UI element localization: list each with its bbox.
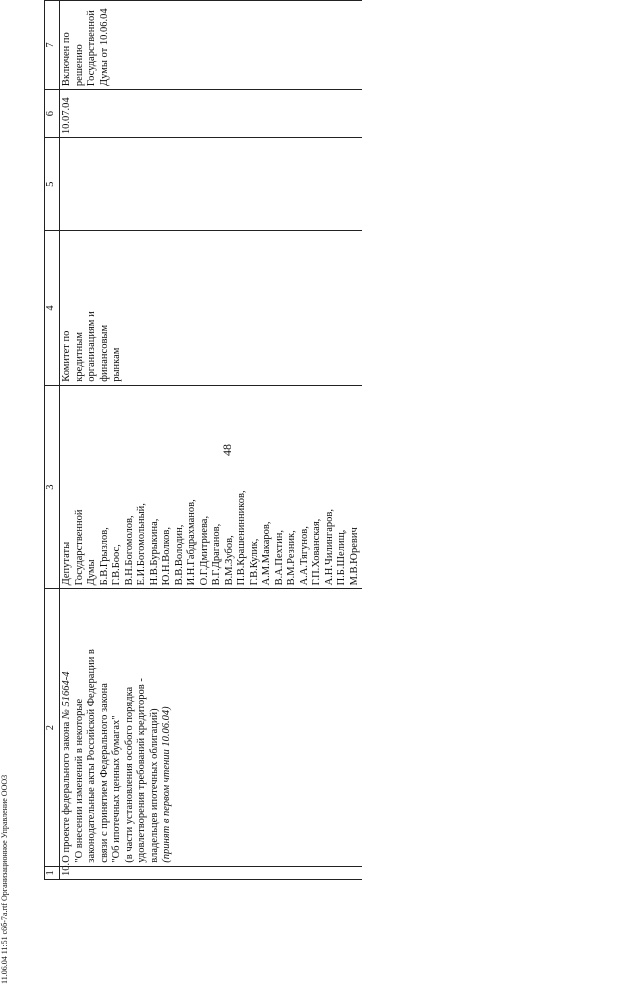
first-reading-note: (принят в первом чтении 10.06.04) — [161, 706, 172, 863]
author-line: В.М.Резник, — [286, 530, 297, 586]
bill-title-prefix: О проекте федерального закона — [61, 719, 72, 863]
author-line: О.Г.Дмитриева, — [198, 515, 210, 586]
bills-table — [44, 0, 362, 880]
column-header-7: 7 — [45, 1, 60, 90]
bill-title-line: "Об ипотечных ценных бумагах" — [111, 715, 122, 863]
column-header-3: 3 — [45, 385, 60, 589]
author-line: В.В.Володин, — [173, 524, 185, 586]
bill-title-line: (в части установления особого порядка — [123, 686, 135, 863]
bill-title-line: удовлетворения требований кредиторов - — [136, 678, 147, 863]
page-number: 48 — [220, 444, 234, 456]
author-line: Е.И.Богомольный, — [136, 503, 147, 586]
bill-title-line: владельцев ипотечных облигаций) — [148, 708, 160, 863]
date-cell: 10.07.04 — [60, 90, 363, 138]
author-line: Депутаты — [61, 541, 72, 586]
author-line: Г.П.Хованская, — [311, 518, 322, 586]
committee-line: рынкам — [111, 347, 122, 382]
bill-description — [60, 589, 363, 866]
bill-title-line: "О внесении изменений в некоторые — [73, 698, 85, 863]
bill-number: № 51664-4 — [61, 671, 72, 720]
column-header-1: 1 — [45, 866, 60, 879]
author-line: Ю.Н.Волков, — [161, 527, 172, 586]
column-header-5: 5 — [45, 138, 60, 231]
column-header-4: 4 — [45, 231, 60, 386]
bill-title-line: связи с принятием Федерального закона — [98, 683, 110, 863]
author-line: Думы — [86, 559, 97, 586]
author-line: Г.В.Кулик, — [248, 538, 260, 586]
committee-line: кредитным — [73, 332, 85, 382]
status-line: Государственной — [86, 10, 97, 87]
author-line: Государственной — [73, 509, 85, 586]
bill-title-line: законодательные акты Российской Федерации в — [86, 649, 97, 863]
column-number-row — [45, 1, 60, 880]
document-footer: 11.06.04 11:51 с6б-7а.rtf Организационное Управление ООО3 — [0, 774, 9, 984]
committee-line: финансовым — [98, 324, 110, 382]
author-line: В.А.Пехтин, — [273, 530, 285, 586]
bill-title-first-line — [61, 592, 74, 862]
committee-line: организациям и — [86, 311, 97, 382]
author-line: А.А.Тягунов, — [298, 526, 310, 586]
column-5-cell — [60, 138, 363, 231]
author-line: И.Н.Габдрахманов, — [186, 499, 197, 586]
author-line: В.Г.Драганов, — [211, 523, 222, 586]
author-line: Н.В.Бурыкина, — [148, 518, 160, 586]
authors-cell — [60, 385, 363, 589]
committee-cell — [60, 231, 363, 386]
status-cell — [60, 1, 363, 90]
author-line: В.Н.Богомолов, — [123, 515, 135, 586]
row-number: 10. — [60, 866, 363, 879]
table-row — [60, 1, 363, 880]
column-header-6: 6 — [45, 90, 60, 138]
author-line: В.М.Зубов, — [223, 535, 235, 586]
author-line: А.Н.Чилингаров, — [323, 509, 335, 586]
status-line: Включен по — [61, 32, 72, 87]
author-line: Г.В.Боос, — [111, 544, 122, 586]
committee-line: Комитет по — [61, 330, 72, 382]
author-line: А.М.Макаров, — [261, 521, 272, 586]
status-line: решению — [73, 44, 85, 87]
column-header-2: 2 — [45, 589, 60, 866]
author-line: М.В.Юревич — [348, 527, 360, 586]
status-line: Думы от 10.06.04 — [98, 8, 110, 87]
author-line: П.В.Крашенинников, — [236, 490, 247, 586]
author-line: Б.В.Грызлов, — [98, 527, 110, 586]
author-line: П.Б.Шелищ, — [336, 529, 347, 586]
